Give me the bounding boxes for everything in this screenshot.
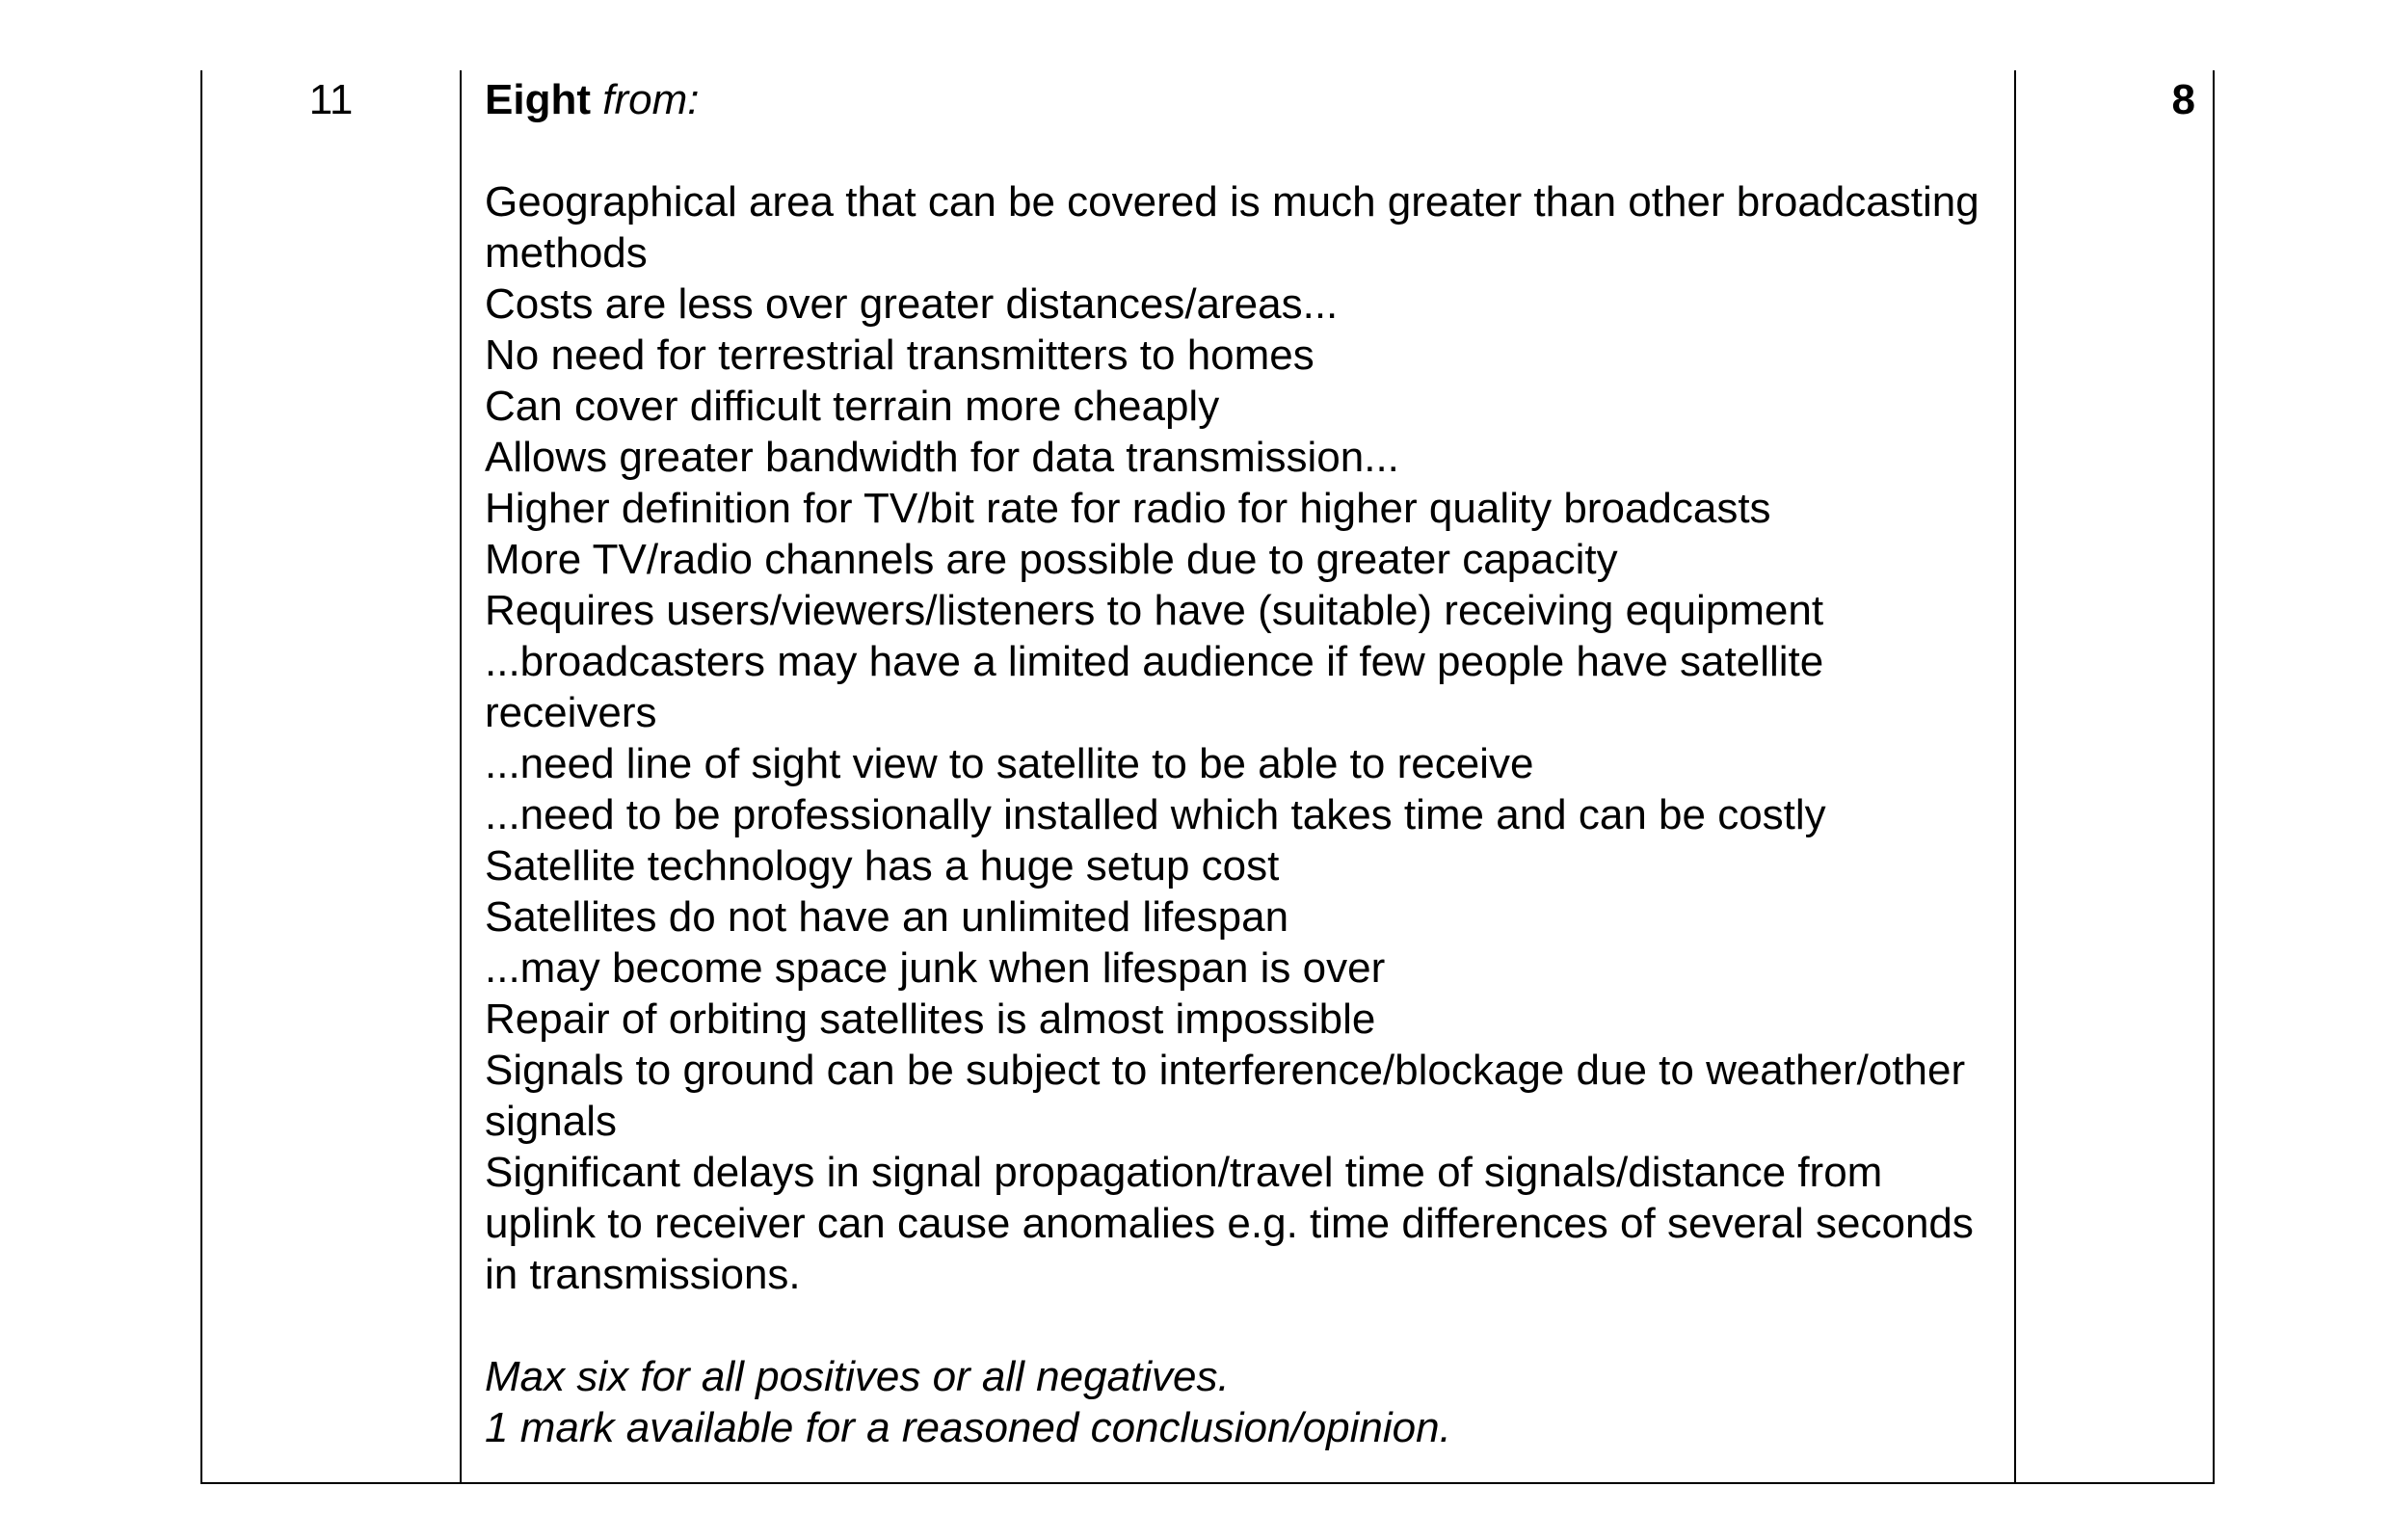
marking-note: Max six for all positives or all negatives. xyxy=(485,1353,1230,1400)
answer-point: No need for terrestrial transmitters to homes xyxy=(485,332,1314,379)
answer-point: Satellites do not have an unlimited lifespan xyxy=(485,893,1289,941)
marks-value: 8 xyxy=(2171,76,2195,123)
answer-cell xyxy=(485,74,1998,1453)
column-divider xyxy=(2014,70,2016,1482)
answer-point: ...may become space junk when lifespan is over xyxy=(485,944,1386,992)
answer-point: Allows greater bandwidth for data transmission... xyxy=(485,434,1399,481)
answer-point: Significant delays in signal propagation/travel time of signals/distance from uplink to receiver can cause anomalies e.g. time differences of several seconds in transmissions. xyxy=(485,1149,1974,1298)
answer-point: Satellite technology has a huge setup cost xyxy=(485,842,1280,889)
answer-point: Higher definition for TV/bit rate for radio for higher quality broadcasts xyxy=(485,485,1771,532)
answer-point: Requires users/viewers/listeners to have (suitable) receiving equipment xyxy=(485,587,1824,634)
question-number: 11 xyxy=(308,76,354,123)
answer-point: ...broadcasters may have a limited audience if few people have satellite receivers xyxy=(485,638,1824,736)
mark-scheme-table xyxy=(200,70,2215,1484)
marking-note: 1 mark available for a reasoned conclusion/opinion. xyxy=(485,1404,1451,1451)
heading-bold-text: Eight xyxy=(485,76,591,123)
answer-point: Signals to ground can be subject to interference/blockage due to weather/other signals xyxy=(485,1047,1966,1145)
answer-point: ...need line of sight view to satellite to be able to receive xyxy=(485,740,1534,787)
answer-point: Costs are less over greater distances/areas... xyxy=(485,280,1339,328)
answer-point: Geographical area that can be covered is much greater than other broadcasting methods xyxy=(485,178,1979,277)
answer-point: ...need to be professionally installed which takes time and can be costly xyxy=(485,791,1826,838)
answer-point: More TV/radio channels are possible due to greater capacity xyxy=(485,536,1618,583)
marking-notes xyxy=(485,1351,1998,1453)
answer-heading xyxy=(485,74,1998,125)
answer-point: Repair of orbiting satellites is almost impossible xyxy=(485,996,1376,1043)
heading-italic-text: from: xyxy=(602,76,700,123)
column-divider xyxy=(460,70,462,1482)
answer-point: Can cover difficult terrain more cheaply xyxy=(485,383,1220,430)
answer-points-list xyxy=(485,176,1998,1300)
